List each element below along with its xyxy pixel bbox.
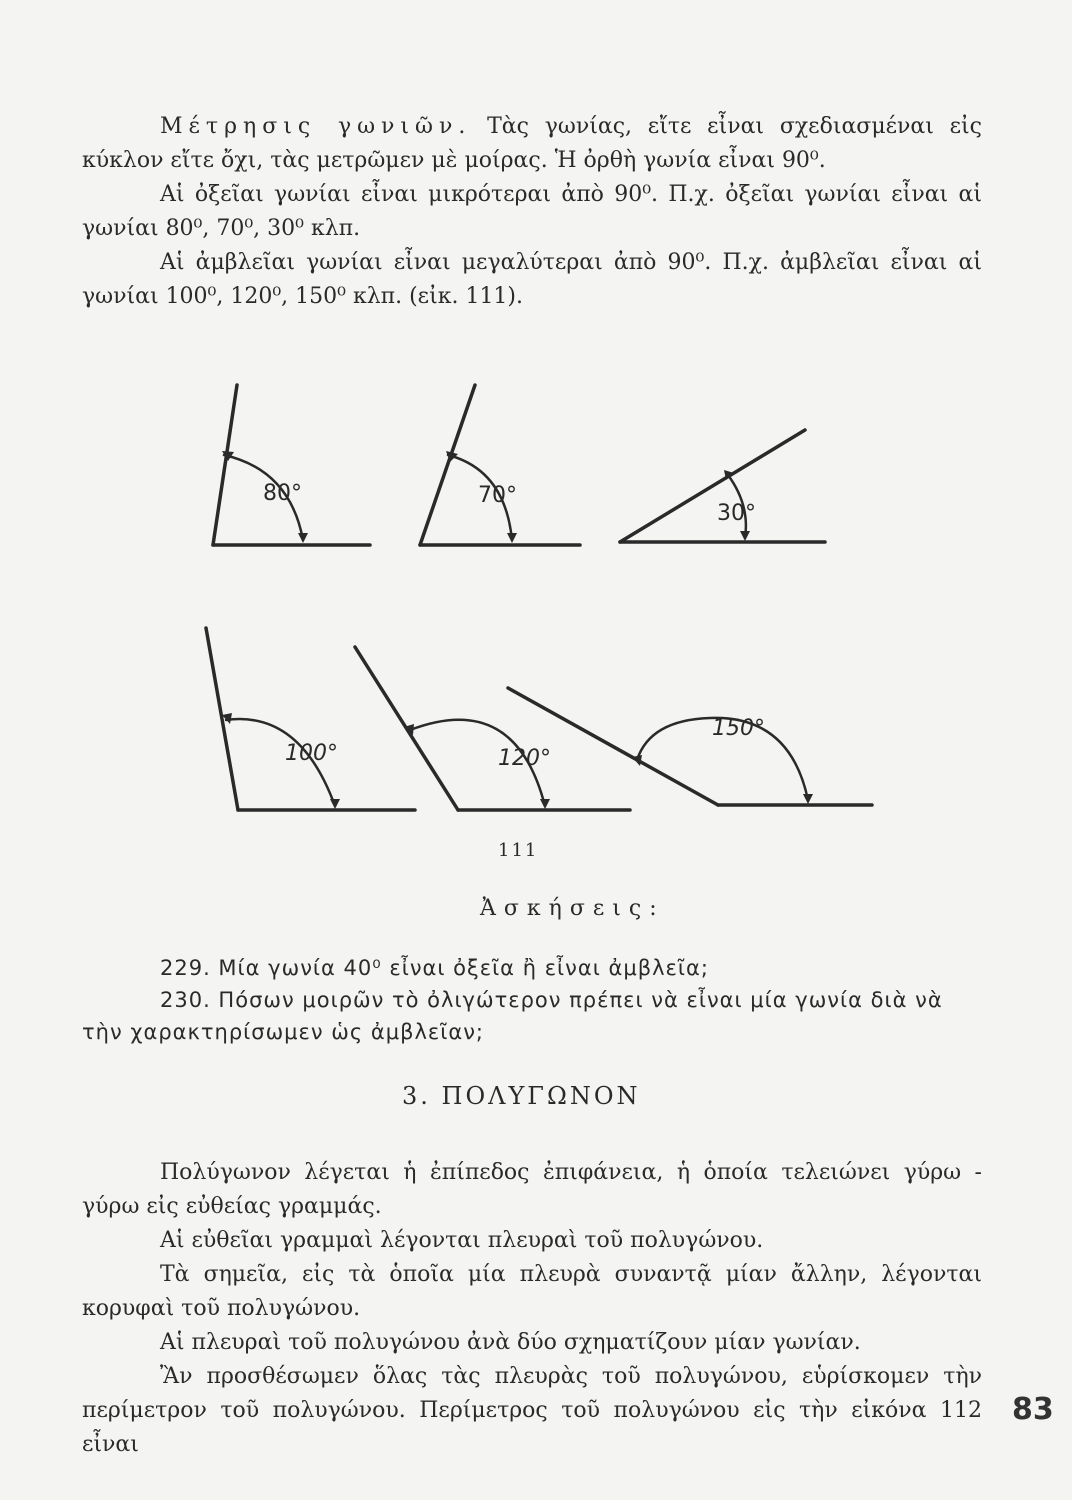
angle-label-150: 150° xyxy=(712,716,765,741)
angle-80-arm xyxy=(213,385,237,545)
arrow-70-base xyxy=(507,533,517,543)
angle-30-arm xyxy=(620,430,805,542)
angle-label-100: 100° xyxy=(285,741,338,766)
section-paragraph-5: Ἂν προσθέσωμεν ὅλας τὰς πλευρὰς τοῦ πολυγώνου, εὑρίσκομεν τὴν περίμετρον τοῦ πολυγώνου. Περίμετρος τοῦ πολυγώνου εἰς τὴν εἰκόνα 112 εἶναι xyxy=(82,1364,982,1457)
angle-label-30: 30° xyxy=(717,501,756,526)
page-number: 83 xyxy=(1012,1392,1054,1427)
angle-label-120: 120° xyxy=(498,746,551,771)
arrow-100-base xyxy=(330,799,340,809)
arrow-30-base xyxy=(740,531,750,541)
section-paragraph-3: Τὰ σημεῖα, εἰς τὰ ὁποῖα μία πλευρὰ συναντᾷ μίαν ἄλλην, λέγονται κορυφαὶ τοῦ πολυγώνου. xyxy=(82,1262,982,1321)
intro-paragraph-2: Αἱ ὀξεῖαι γωνίαι εἶναι μικρότεραι ἀπὸ 90⁰. Π.χ. ὀξεῖαι γωνίαι εἶναι αἱ γωνίαι 80⁰, 70⁰, 30⁰ κλπ. xyxy=(82,182,982,241)
section-paragraph-4: Αἱ πλευραὶ τοῦ πολυγώνου ἀνὰ δύο σχηματίζουν μίαν γωνίαν. xyxy=(160,1330,861,1355)
intro-heading: Μέτρησις γωνιῶν. xyxy=(160,114,472,139)
angle-label-80: 80° xyxy=(263,481,302,506)
arrow-150-base xyxy=(803,794,813,804)
intro-paragraph-3: Αἱ ἀμβλεῖαι γωνίαι εἶναι μεγαλύτεραι ἀπὸ 90⁰. Π.χ. ἀμβλεῖαι εἶναι αἱ γωνίαι 100⁰, 120⁰, 150⁰ κλπ. (εἰκ. 111). xyxy=(82,250,982,309)
section-paragraph-1: Πολύγωνον λέγεται ἡ ἐπίπεδος ἐπιφάνεια, ἡ ὁποία τελειώνει γύρω - γύρω εἰς εὐθείας γραμμάς. xyxy=(82,1160,982,1219)
section-paragraph-2: Αἱ εὐθεῖαι γραμμαὶ λέγονται πλευραὶ τοῦ πολυγώνου. xyxy=(160,1228,764,1253)
arrow-80-base xyxy=(298,533,308,543)
figure-number: 111 xyxy=(498,840,539,861)
exercises-heading: Ἀσκήσεις: xyxy=(480,896,665,921)
section-title: 3. ΠΟΛΥΓΩΝΟΝ xyxy=(402,1082,641,1110)
exercise-229: 229. Μία γωνία 40⁰ εἶναι ὀξεῖα ἢ εἶναι ἀμβλεῖα; xyxy=(160,956,709,980)
arrow-120-base xyxy=(540,799,550,809)
intro-line1-text: Τὰς γωνίας, εἴτε εἶναι σχεδιασμέναι εἰς κύκλον εἴτε ὄχι, τὰς μετρῶμεν μὲ μοίρας. Ἡ ὀρθὴ γωνία εἶναι 90⁰. xyxy=(82,114,983,173)
angle-70-arm xyxy=(420,385,475,545)
exercise-230: 230. Πόσων μοιρῶν τὸ ὀλιγώτερον πρέπει νὰ εἶναι μία γωνία διὰ νὰ τὴν χαρακτηρίσωμεν ὡς ἀμβλεῖαν; xyxy=(82,988,943,1044)
angle-label-70: 70° xyxy=(478,483,517,508)
